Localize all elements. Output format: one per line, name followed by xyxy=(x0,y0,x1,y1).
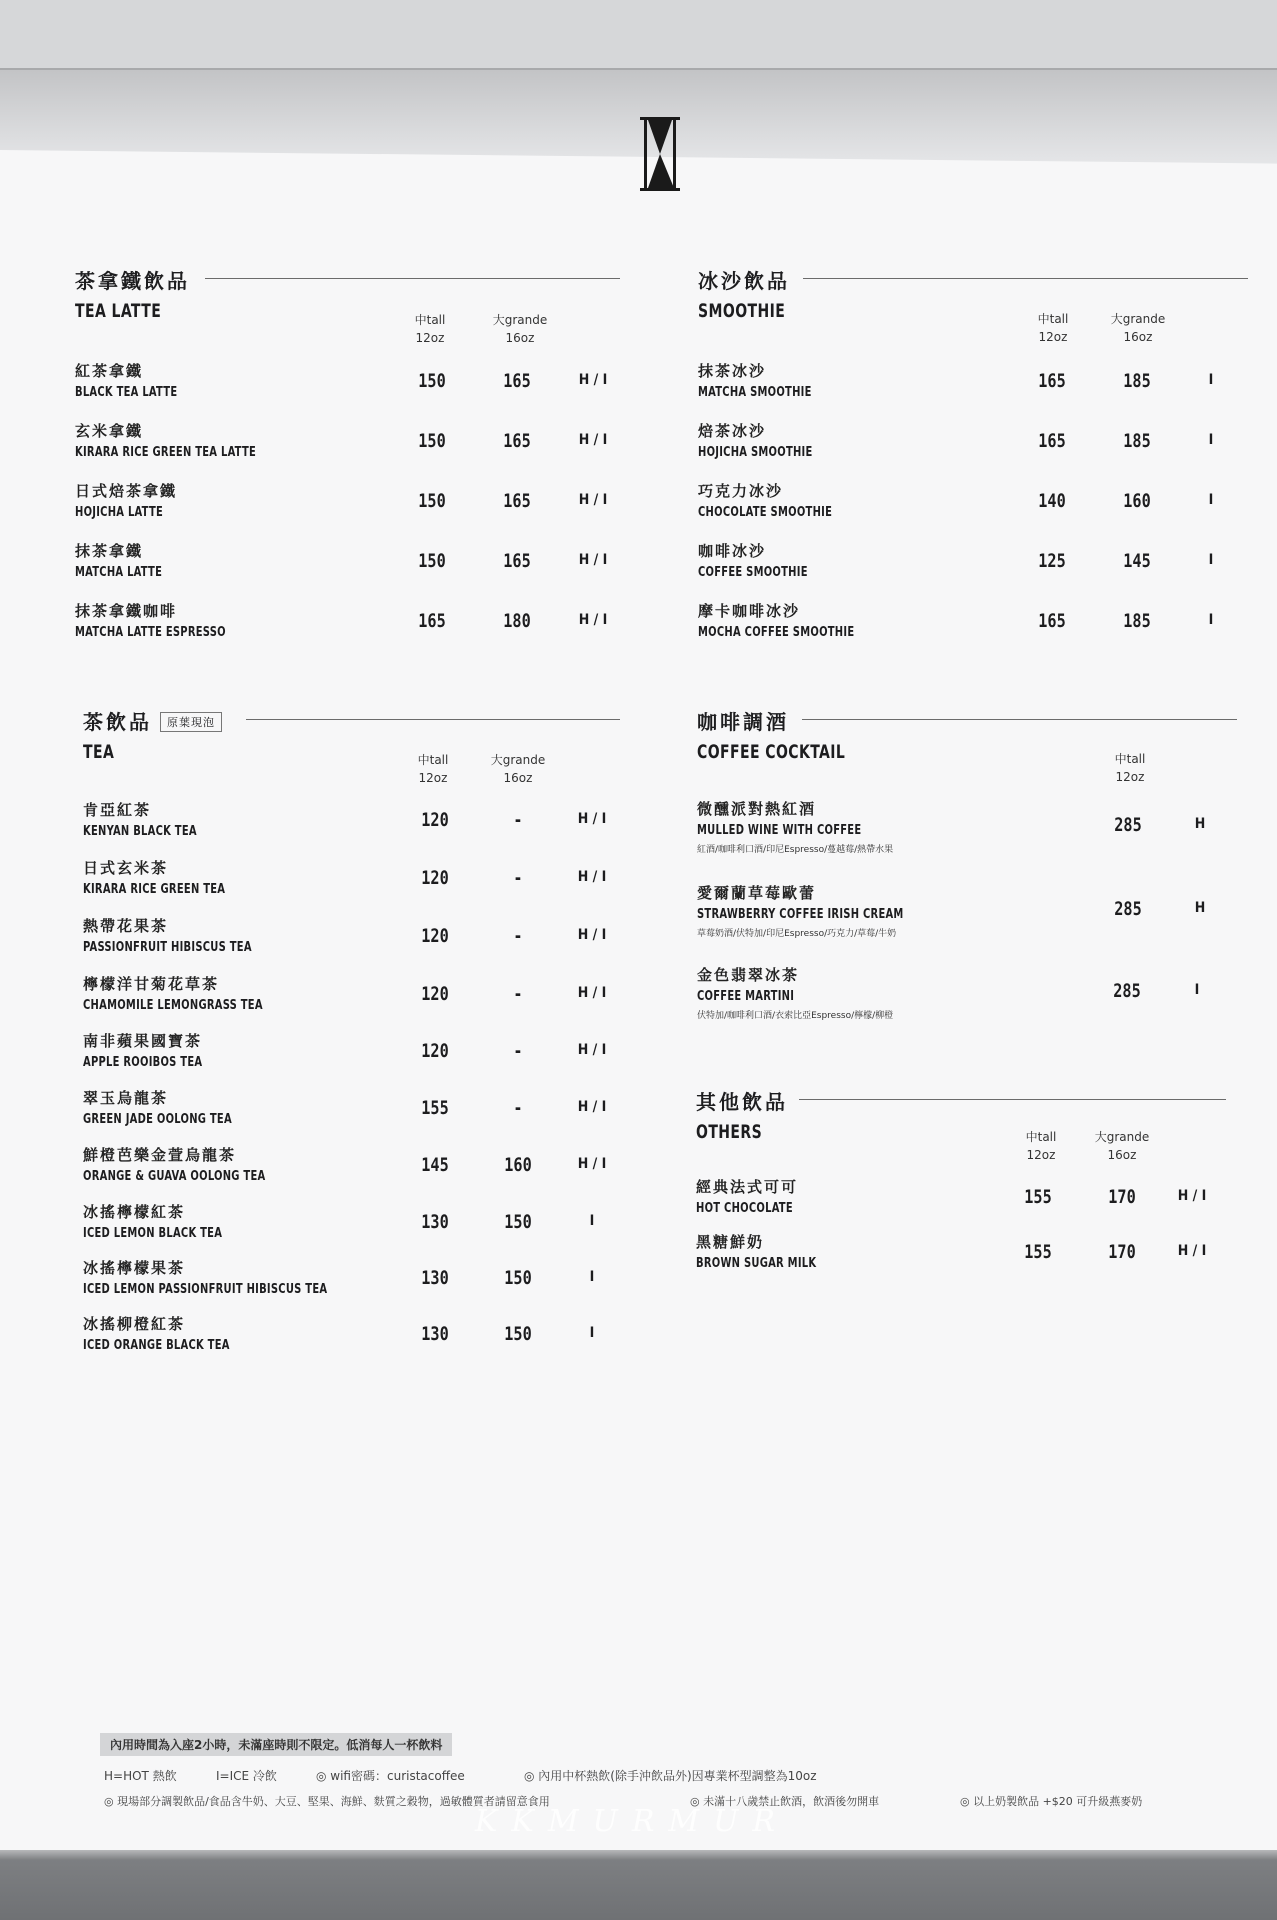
section-title-zh: 咖啡調酒 xyxy=(697,710,789,734)
allergy-note: ◎ 現場部分調製飲品/食品含牛奶、大豆、堅果、海鮮、麩質之穀物，過敏體質者請留意食用 xyxy=(104,1795,550,1808)
menu-item: 冰搖檸檬果茶 ICED LEMON PASSIONFRUIT HIBISCUS TEA 130 150 I xyxy=(83,1259,595,1297)
menu-item: 抹茶拿鐵咖啡 MATCHA LATTE ESPRESSO 165 180 H / I xyxy=(75,602,608,640)
section-title-zh: 茶拿鐵飲品 xyxy=(75,269,190,293)
section-smoothie xyxy=(698,265,1248,655)
menu-item: 愛爾蘭草莓歐蕾 STRAWBERRY COFFEE IRISH CREAM 草莓奶酒/伏特加/印尼Espresso/巧克力/草莓/牛奶 285 H xyxy=(697,884,1206,939)
watermark: KKMURMUR xyxy=(475,1804,790,1839)
menu-item: 冰搖檸檬紅茶 ICED LEMON BLACK TEA 130 150 I xyxy=(83,1203,595,1241)
alcohol-age-note: ◎ 未滿十八歲禁止飲酒，飲酒後勿開車 xyxy=(690,1795,880,1808)
legend-hot: H=HOT 熱飲 xyxy=(104,1769,177,1783)
menu-item: 日式焙茶拿鐵 HOJICHA LATTE 150 165 H / I xyxy=(75,482,608,520)
menu-item: 熱帶花果茶 PASSIONFRUIT HIBISCUS TEA 120 - H / I xyxy=(83,917,607,955)
divider xyxy=(799,1099,1226,1100)
menu-item: 摩卡咖啡冰沙 MOCHA COFFEE SMOOTHIE 165 185 I xyxy=(698,602,1214,640)
section-title-zh: 冰沙飲品 xyxy=(698,269,790,293)
divider xyxy=(802,719,1237,720)
menu-item: 冰搖柳橙紅茶 ICED ORANGE BLACK TEA 130 150 I xyxy=(83,1315,595,1353)
menu-item: 日式玄米茶 KIRARA RICE GREEN TEA 120 - H / I xyxy=(83,859,607,897)
section-coffee-cocktail xyxy=(697,706,1237,1036)
menu-item: 肯亞紅茶 KENYAN BLACK TEA 120 - H / I xyxy=(83,801,607,839)
hourglass-logo-icon xyxy=(640,117,680,191)
section-tea xyxy=(83,706,620,1366)
background-wall xyxy=(0,0,1277,70)
size-tall-header: 中tall 12oz xyxy=(1025,1130,1057,1162)
section-title-en: TEA LATTE xyxy=(75,300,162,322)
divider xyxy=(205,278,620,279)
menu-item: 金色翡翠冰茶 COFFEE MARTINI 伏特加/咖啡利口酒/衣索比亞Espresso/檸檬/柳橙 285 I xyxy=(697,966,1200,1021)
size-tall-header: 中tall 12oz xyxy=(1114,752,1146,784)
size-tall-header: 中tall 12oz xyxy=(414,313,446,345)
menu-item: 咖啡冰沙 COFFEE SMOOTHIE 125 145 I xyxy=(698,542,1214,580)
menu-item: 黑糖鮮奶 BROWN SUGAR MILK 155 170 H / I xyxy=(696,1233,1207,1271)
size-grande-header: 大grande 16oz xyxy=(1094,1130,1150,1162)
menu-item: 抹茶拿鐵 MATCHA LATTE 150 165 H / I xyxy=(75,542,608,580)
menu-item: 微醺派對熱紅酒 MULLED WINE WITH COFFEE 紅酒/咖啡利口酒/印尼Espresso/蔓越莓/熱帶水果 285 H xyxy=(697,800,1206,855)
size-tall-header: 中tall 12oz xyxy=(1037,312,1069,344)
menu-item: 檸檬洋甘菊花草茶 CHAMOMILE LEMONGRASS TEA 120 - H / I xyxy=(83,975,607,1013)
size-grande-header: 大grande 16oz xyxy=(1110,312,1166,344)
menu-item: 經典法式可可 HOT CHOCOLATE 155 170 H / I xyxy=(696,1178,1207,1216)
oat-milk-note: ◎ 以上奶製飲品 +$20 可升級燕麥奶 xyxy=(960,1795,1143,1808)
fresh-brew-tag: 原葉現泡 xyxy=(160,712,222,732)
footer-notes xyxy=(100,1733,1220,1808)
size-tall-header: 中tall 12oz xyxy=(417,753,449,785)
size-grande-header: 大grande 16oz xyxy=(492,313,548,345)
cup-note: ◎ 內用中杯熱飲(除手沖飲品外)因專業杯型調整為10oz xyxy=(524,1769,817,1783)
legend-ice: I=ICE 冷飲 xyxy=(216,1769,277,1783)
section-title-zh: 茶飲品 原葉現泡 xyxy=(83,706,620,735)
menu-item: 焙茶冰沙 HOJICHA SMOOTHIE 165 185 I xyxy=(698,422,1214,460)
wifi-note: ◎ wifi密碼：curistacoffee xyxy=(316,1769,465,1783)
menu-item: 鮮橙芭樂金萱烏龍茶 ORANGE & GUAVA OOLONG TEA 145 160 H / I xyxy=(83,1146,607,1184)
menu-item: 南非蘋果國寶茶 APPLE ROOIBOS TEA 120 - H / I xyxy=(83,1032,607,1070)
section-title-en: TEA xyxy=(83,741,115,763)
menu-item: 巧克力冰沙 CHOCOLATE SMOOTHIE 140 160 I xyxy=(698,482,1214,520)
section-title-en: COFFEE COCKTAIL xyxy=(697,741,846,763)
divider xyxy=(246,719,620,720)
menu-item: 翠玉烏龍茶 GREEN JADE OOLONG TEA 155 - H / I xyxy=(83,1089,607,1127)
dine-in-note: 內用時間為入座2小時，未滿座時則不限定。低消每人一杯飲料 xyxy=(100,1733,452,1756)
section-title-en: OTHERS xyxy=(696,1121,763,1143)
size-grande-header: 大grande 16oz xyxy=(490,753,546,785)
menu-item: 抹茶冰沙 MATCHA SMOOTHIE 165 185 I xyxy=(698,362,1214,400)
divider xyxy=(803,278,1248,279)
menu-item: 紅茶拿鐵 BLACK TEA LATTE 150 165 H / I xyxy=(75,362,608,400)
section-title-zh: 其他飲品 xyxy=(696,1090,788,1114)
section-title-en: SMOOTHIE xyxy=(698,300,786,322)
menu-item: 玄米拿鐵 KIRARA RICE GREEN TEA LATTE 150 165 H / I xyxy=(75,422,608,460)
section-others xyxy=(696,1086,1226,1286)
section-tea-latte xyxy=(75,265,620,655)
